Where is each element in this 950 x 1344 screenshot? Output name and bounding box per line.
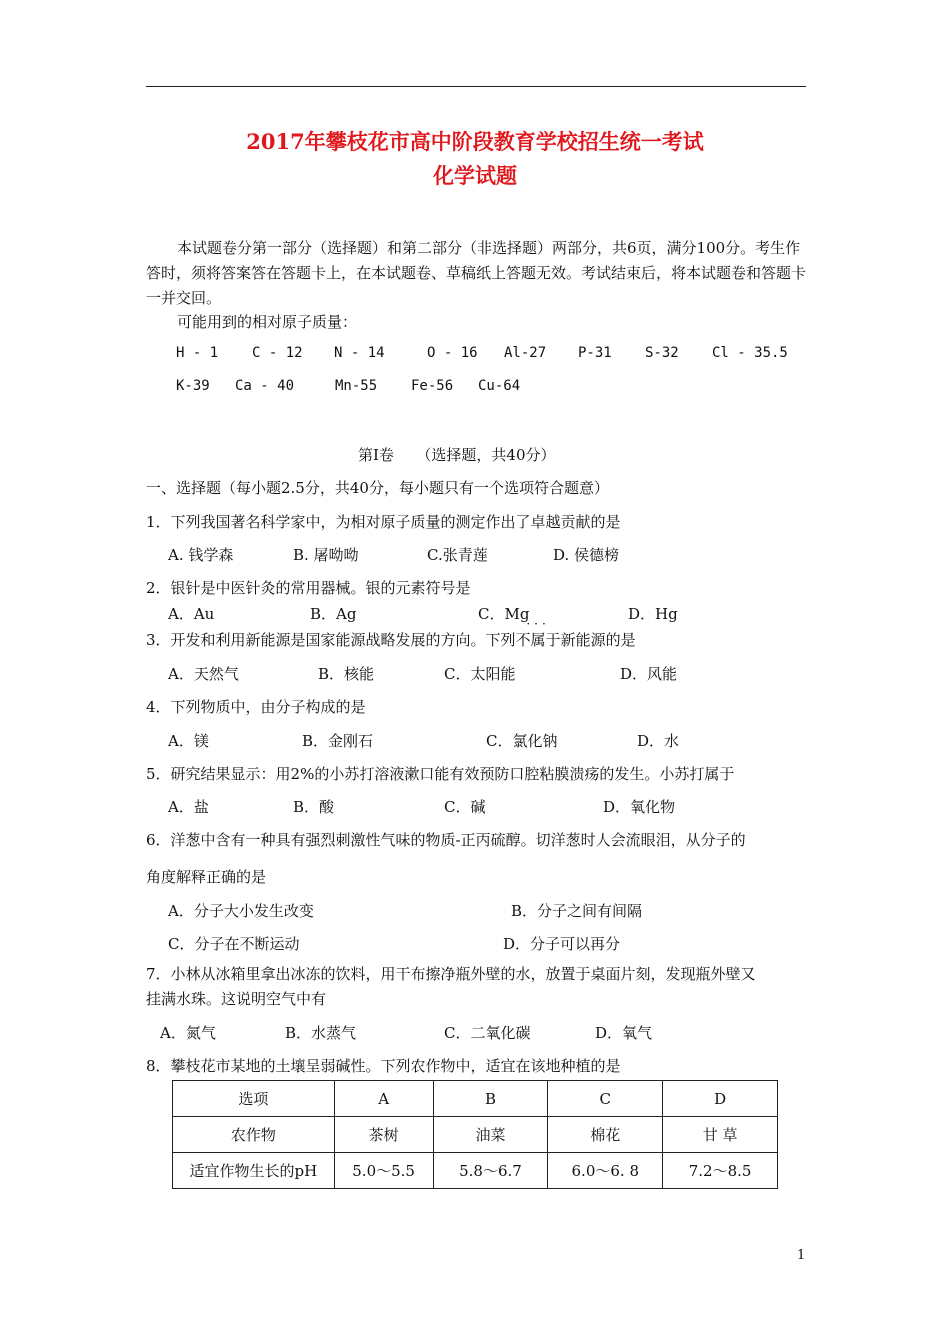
exam-title: 2017年攀枝花市高中阶段教育学校招生统一考试 xyxy=(246,129,704,154)
question-1-option-b: B. 屠呦呦 xyxy=(293,546,359,564)
question-3-stem xyxy=(146,617,636,650)
question-1-option-c: C.张青莲 xyxy=(427,546,488,564)
table-cell: 6.0～6. 8 xyxy=(548,1153,663,1189)
question-3-stem-before: 3．开发和利用新能源是国家能源战略发展的方向。下列 xyxy=(146,631,516,649)
atomic-mass-cu: Cu-64 xyxy=(478,378,521,394)
question-6-option-b: B．分子之间有间隔 xyxy=(511,902,643,920)
emphasis-dots: ··· xyxy=(526,617,550,631)
question-7-stem-line1: 7．小林从冰箱里拿出冰冻的饮料，用干布擦净瓶外壁的水，放置于桌面片刻，发现瓶外壁又 xyxy=(146,965,756,983)
table-cell: 茶树 xyxy=(334,1117,433,1153)
atomic-mass-cl: Cl - 35.5 xyxy=(712,345,788,361)
question-2-option-d: D．Hg xyxy=(628,605,678,623)
question-5-option-b: B．酸 xyxy=(293,798,335,816)
table-cell: 农作物 xyxy=(173,1117,335,1153)
question-3-option-c: C．太阳能 xyxy=(444,665,516,683)
table-cell: 棉花 xyxy=(548,1117,663,1153)
question-7-option-c: C．二氧化碳 xyxy=(444,1024,531,1042)
question-4-option-d: D．水 xyxy=(637,732,680,750)
atomic-mass-s: S-32 xyxy=(645,345,679,361)
question-4-option-c: C．氯化钠 xyxy=(486,732,558,750)
question-6-option-a: A．分子大小发生改变 xyxy=(168,902,314,920)
section-heading: 第Ⅰ卷 （选择题，共40分） xyxy=(358,446,556,464)
atomic-mass-fe: Fe-56 xyxy=(411,378,454,394)
atomic-mass-c: C - 12 xyxy=(252,345,303,361)
atomic-mass-n: N - 14 xyxy=(334,345,385,361)
table-row xyxy=(173,1117,778,1153)
question-6-stem-line1: 6．洋葱中含有一种具有强烈刺激性气味的物质-正丙硫醇。切洋葱时人会流眼泪，从分子的 xyxy=(146,831,746,849)
question-3-option-d: D．风能 xyxy=(620,665,678,683)
question-8-stem: 8．攀枝花市某地的土壤呈弱碱性。下列农作物中，适宜在该地种植的是 xyxy=(146,1057,621,1075)
table-row xyxy=(173,1153,778,1189)
atomic-mass-al: Al-27 xyxy=(504,345,547,361)
atomic-mass-mn: Mn-55 xyxy=(335,378,378,394)
table-cell: 选项 xyxy=(173,1081,335,1117)
question-2-option-a: A．Au xyxy=(168,605,215,623)
table-cell: C xyxy=(548,1081,663,1117)
atomic-mass-o: O - 16 xyxy=(427,345,478,361)
question-4-option-a: A．镁 xyxy=(168,732,209,750)
question-1-option-d: D. 侯德榜 xyxy=(553,546,620,564)
table-cell: D xyxy=(663,1081,778,1117)
table-cell: 甘 草 xyxy=(663,1117,778,1153)
table-row xyxy=(173,1081,778,1117)
question-6-option-c: C．分子在不断运动 xyxy=(168,935,300,953)
table-cell: B xyxy=(433,1081,548,1117)
question-4-option-b: B．金刚石 xyxy=(302,732,374,750)
question-1-stem: 1．下列我国著名科学家中，为相对原子质量的测定作出了卓越贡献的是 xyxy=(146,513,621,531)
table-cell: A xyxy=(334,1081,433,1117)
atomic-mass-k: K-39 xyxy=(176,378,210,394)
question-4-stem: 4．下列物质中，由分子构成的是 xyxy=(146,698,366,716)
question-5-stem: 5．研究结果显示：用2%的小苏打溶液漱口能有效预防口腔粘膜溃疡的发生。小苏打属于 xyxy=(146,765,735,783)
table-cell: 7.2～8.5 xyxy=(663,1153,778,1189)
table-cell: 5.0～5.5 xyxy=(334,1153,433,1189)
question-2-stem: 2．银针是中医针灸的常用器械。银的元素符号是 xyxy=(146,579,471,597)
atomic-mass-ca: Ca - 40 xyxy=(235,378,295,394)
question-5-option-a: A．盐 xyxy=(168,798,209,816)
question-3-emphasis: ··· 不属于 xyxy=(515,617,561,649)
question-5-option-d: D．氧化物 xyxy=(603,798,676,816)
question-6-stem-line2: 角度解释正确的是 xyxy=(146,868,267,886)
question-7-stem-line2: 挂满水珠。这说明空气中有 xyxy=(146,990,327,1008)
section-instruction: 一、选择题（每小题2.5分，共40分，每小题只有一个选项符合题意） xyxy=(146,479,609,497)
question-7-option-d: D．氧气 xyxy=(595,1024,653,1042)
exam-subject: 化学试题 xyxy=(433,163,517,188)
question-7-option-b: B．水蒸气 xyxy=(285,1024,357,1042)
page-number: 1 xyxy=(797,1248,806,1263)
atomic-mass-p: P-31 xyxy=(578,345,612,361)
atomic-mass-h: H - 1 xyxy=(176,345,219,361)
header-rule xyxy=(146,86,806,87)
question-1-option-a: A. 钱学森 xyxy=(168,546,234,564)
question-7-option-a: A．氮气 xyxy=(160,1024,216,1042)
crop-ph-table xyxy=(172,1080,778,1189)
question-3-option-b: B．核能 xyxy=(318,665,375,683)
table-cell: 适宜作物生长的pH xyxy=(173,1153,335,1189)
instructions-paragraph: 本试题卷分第一部分（选择题）和第二部分（非选择题）两部分，共6页，满分100分。考生作答时，须将答案答在答题卡上，在本试题卷、草稿纸上答题无效。考试结束后，将本试题卷和答题卡一并交回。 xyxy=(146,239,807,307)
question-5-option-c: C．碱 xyxy=(444,798,486,816)
question-2-option-b: B．Ag xyxy=(310,605,357,623)
table-cell: 油菜 xyxy=(433,1117,548,1153)
table-cell: 5.8～6.7 xyxy=(433,1153,548,1189)
question-2-option-c: C．Mg xyxy=(478,605,530,623)
question-6-option-d: D．分子可以再分 xyxy=(503,935,621,953)
atomic-mass-label: 可能用到的相对原子质量： xyxy=(177,313,358,331)
question-3-option-a: A．天然气 xyxy=(168,665,239,683)
question-3-stem-after: 新能源的是 xyxy=(560,631,636,649)
